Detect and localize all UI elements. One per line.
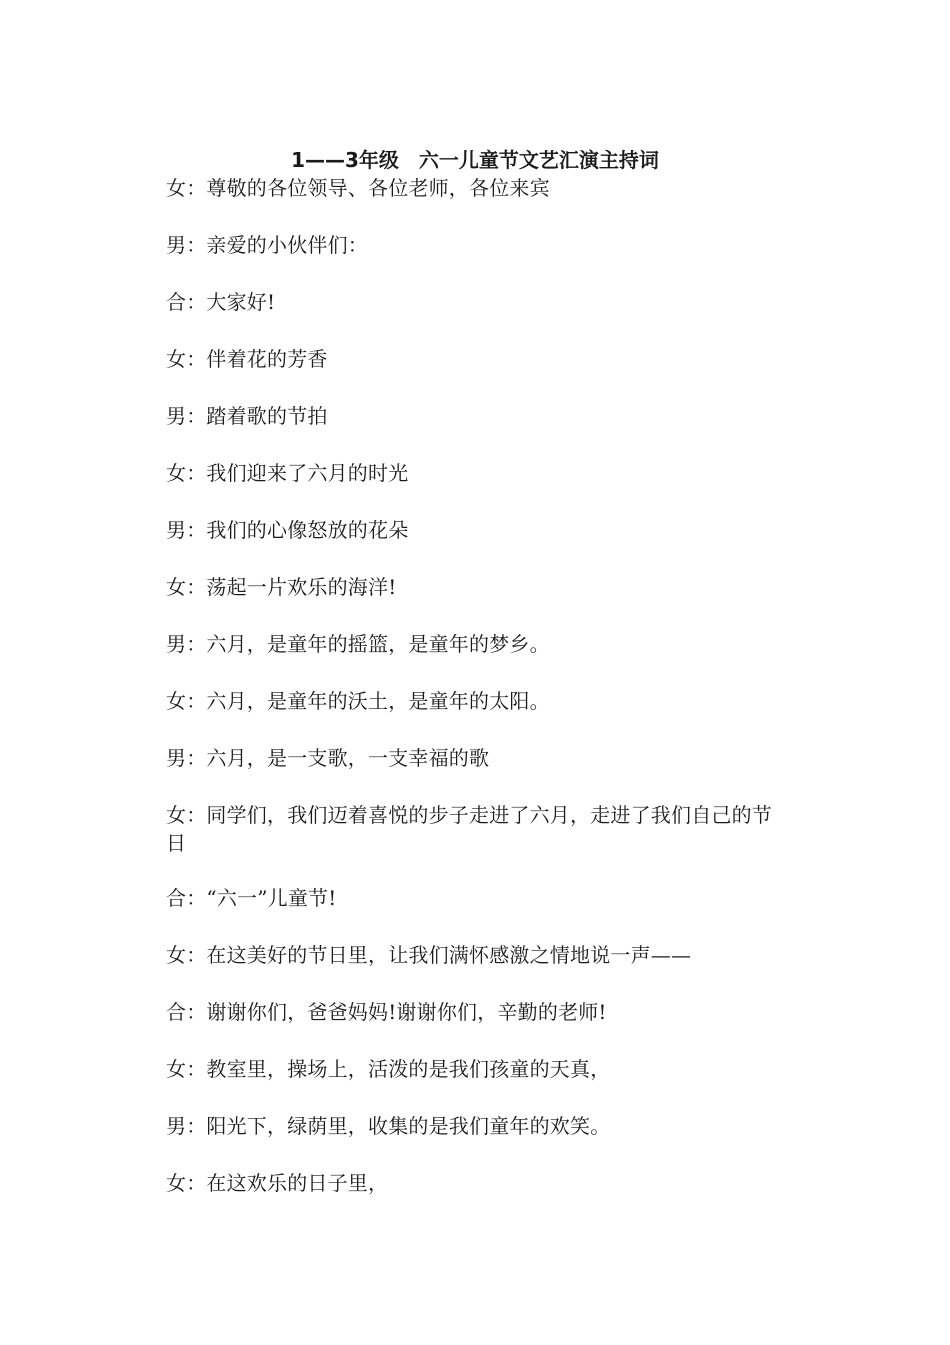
script-line: 女：在这欢乐的日子里，	[166, 1171, 389, 1195]
script-line: 女：伴着花的芳香	[166, 347, 328, 371]
script-line: 女：在这美好的节日里，让我们满怀感激之情地说一声——	[166, 943, 692, 967]
script-line: 女：尊敬的各位领导、各位老师，各位来宾	[166, 176, 550, 200]
script-line: 女：我们迎来了六月的时光	[166, 461, 409, 485]
script-line: 合：大家好!	[166, 290, 276, 314]
script-line: 合：“六一”儿童节!	[166, 886, 337, 910]
host-script	[166, 174, 786, 1226]
script-line: 男：我们的心像怒放的花朵	[166, 518, 409, 542]
script-line: 男：踏着歌的节拍	[166, 404, 328, 428]
script-line: 男：六月，是一支歌，一支幸福的歌	[166, 746, 490, 770]
script-line: 男：阳光下，绿荫里，收集的是我们童年的欢笑。	[166, 1114, 611, 1138]
script-line: 男：六月，是童年的摇篮，是童年的梦乡。	[166, 632, 550, 656]
script-line: 女：同学们，我们迈着喜悦的步子走进了六月，走进了我们自己的节日	[166, 803, 772, 855]
script-line: 女：六月，是童年的沃土，是童年的太阳。	[166, 689, 550, 713]
script-line: 合：谢谢你们，爸爸妈妈!谢谢你们，辛勤的老师!	[166, 1000, 607, 1024]
script-line: 女：教室里，操场上，活泼的是我们孩童的天真，	[166, 1057, 611, 1081]
document-title: 1——3年级 六一儿童节文艺汇演主持词	[291, 148, 659, 172]
script-line: 男：亲爱的小伙伴们：	[166, 233, 368, 257]
script-line: 女：荡起一片欢乐的海洋!	[166, 575, 397, 599]
